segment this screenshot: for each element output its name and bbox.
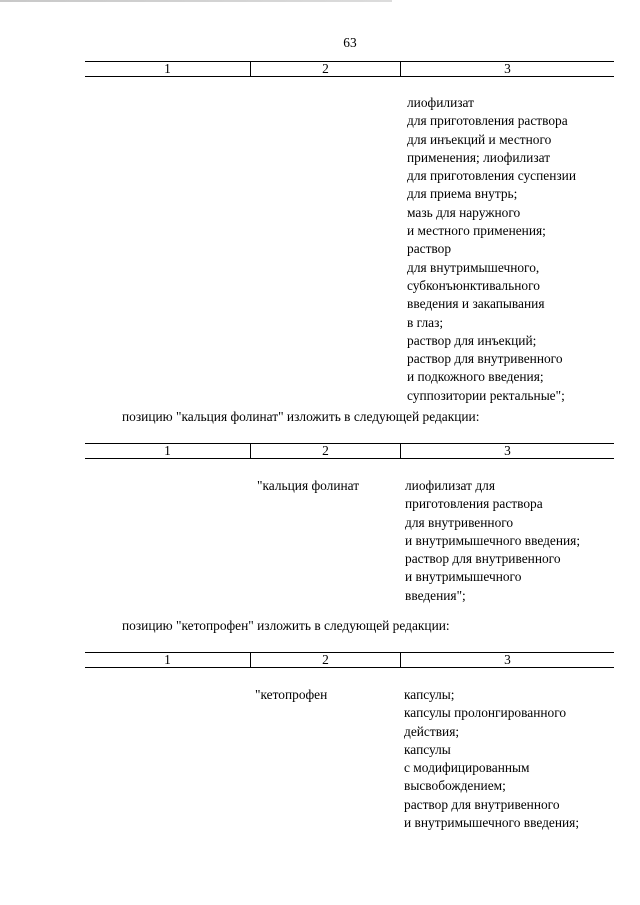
text-line: раствор для внутривенного [404, 796, 560, 812]
header-col-1: 1 [164, 61, 171, 76]
instruction-paragraph: позицию "кетопрофен" изложить в следующей редакции: [122, 618, 450, 633]
text-line: для внутримышечного, [407, 259, 540, 275]
text-line: капсулы пролонгированного [404, 705, 567, 721]
header-col-1: 1 [164, 652, 171, 667]
text-line: и внутримышечного введения; [405, 532, 581, 548]
text-line: введения и закапывания [407, 296, 545, 312]
table-header-row [85, 443, 614, 459]
text-line: в глаз; [407, 314, 444, 330]
text-line: и внутримышечного введения; [404, 815, 580, 831]
text-line: суппозитории ректальные"; [407, 387, 565, 403]
header-col-2: 2 [322, 652, 329, 667]
header-col-3: 3 [504, 61, 511, 76]
text-line: высвобождением; [404, 778, 506, 794]
text-line: и внутримышечного [405, 569, 522, 585]
text-line: для приготовления суспензии [407, 168, 576, 184]
text-line: мазь для наружного [407, 204, 521, 220]
text-line: лиофилизат для [405, 478, 495, 493]
text-line: приготовления раствора [405, 496, 543, 512]
text-line: для внутривенного [405, 514, 514, 530]
text-line: субконъюнктивального [407, 277, 540, 293]
text-line: и подкожного введения; [407, 369, 544, 385]
text-line: введения"; [405, 587, 466, 603]
instruction-paragraph: позицию "кальция фолинат" изложить в следующей редакции: [122, 409, 480, 424]
text-line: раствор для инъекций; [407, 332, 537, 348]
table-header-row [85, 652, 614, 668]
text-line: для приема внутрь; [407, 186, 518, 202]
block2-col3 [405, 477, 580, 605]
header-col-3: 3 [504, 652, 511, 667]
page-number: 63 [343, 35, 357, 50]
text-line: действия; [404, 723, 460, 739]
top-rule [0, 0, 392, 2]
block3-col2: "кетопрофен [255, 687, 328, 702]
text-line: и местного применения; [407, 223, 546, 239]
header-col-1: 1 [164, 443, 171, 458]
text-line: раствор для внутривенного [407, 351, 563, 367]
text-line: применения; лиофилизат [407, 149, 551, 165]
text-line: лиофилизат [407, 95, 474, 110]
block3-col3 [404, 686, 579, 832]
block1-col3 [407, 94, 576, 405]
text-line: капсулы; [404, 687, 455, 702]
text-line: для инъекций и местного [407, 131, 552, 147]
header-col-2: 2 [322, 61, 329, 76]
text-line: для приготовления раствора [407, 113, 568, 129]
text-line: капсулы [404, 741, 451, 757]
header-col-2: 2 [322, 443, 329, 458]
block2-col2: "кальция фолинат [257, 478, 360, 493]
text-line: раствор для внутривенного [405, 551, 561, 567]
header-col-3: 3 [504, 443, 511, 458]
table-header-row [85, 61, 614, 77]
text-line: раствор [407, 241, 452, 257]
text-line: с модифицированным [404, 760, 530, 776]
